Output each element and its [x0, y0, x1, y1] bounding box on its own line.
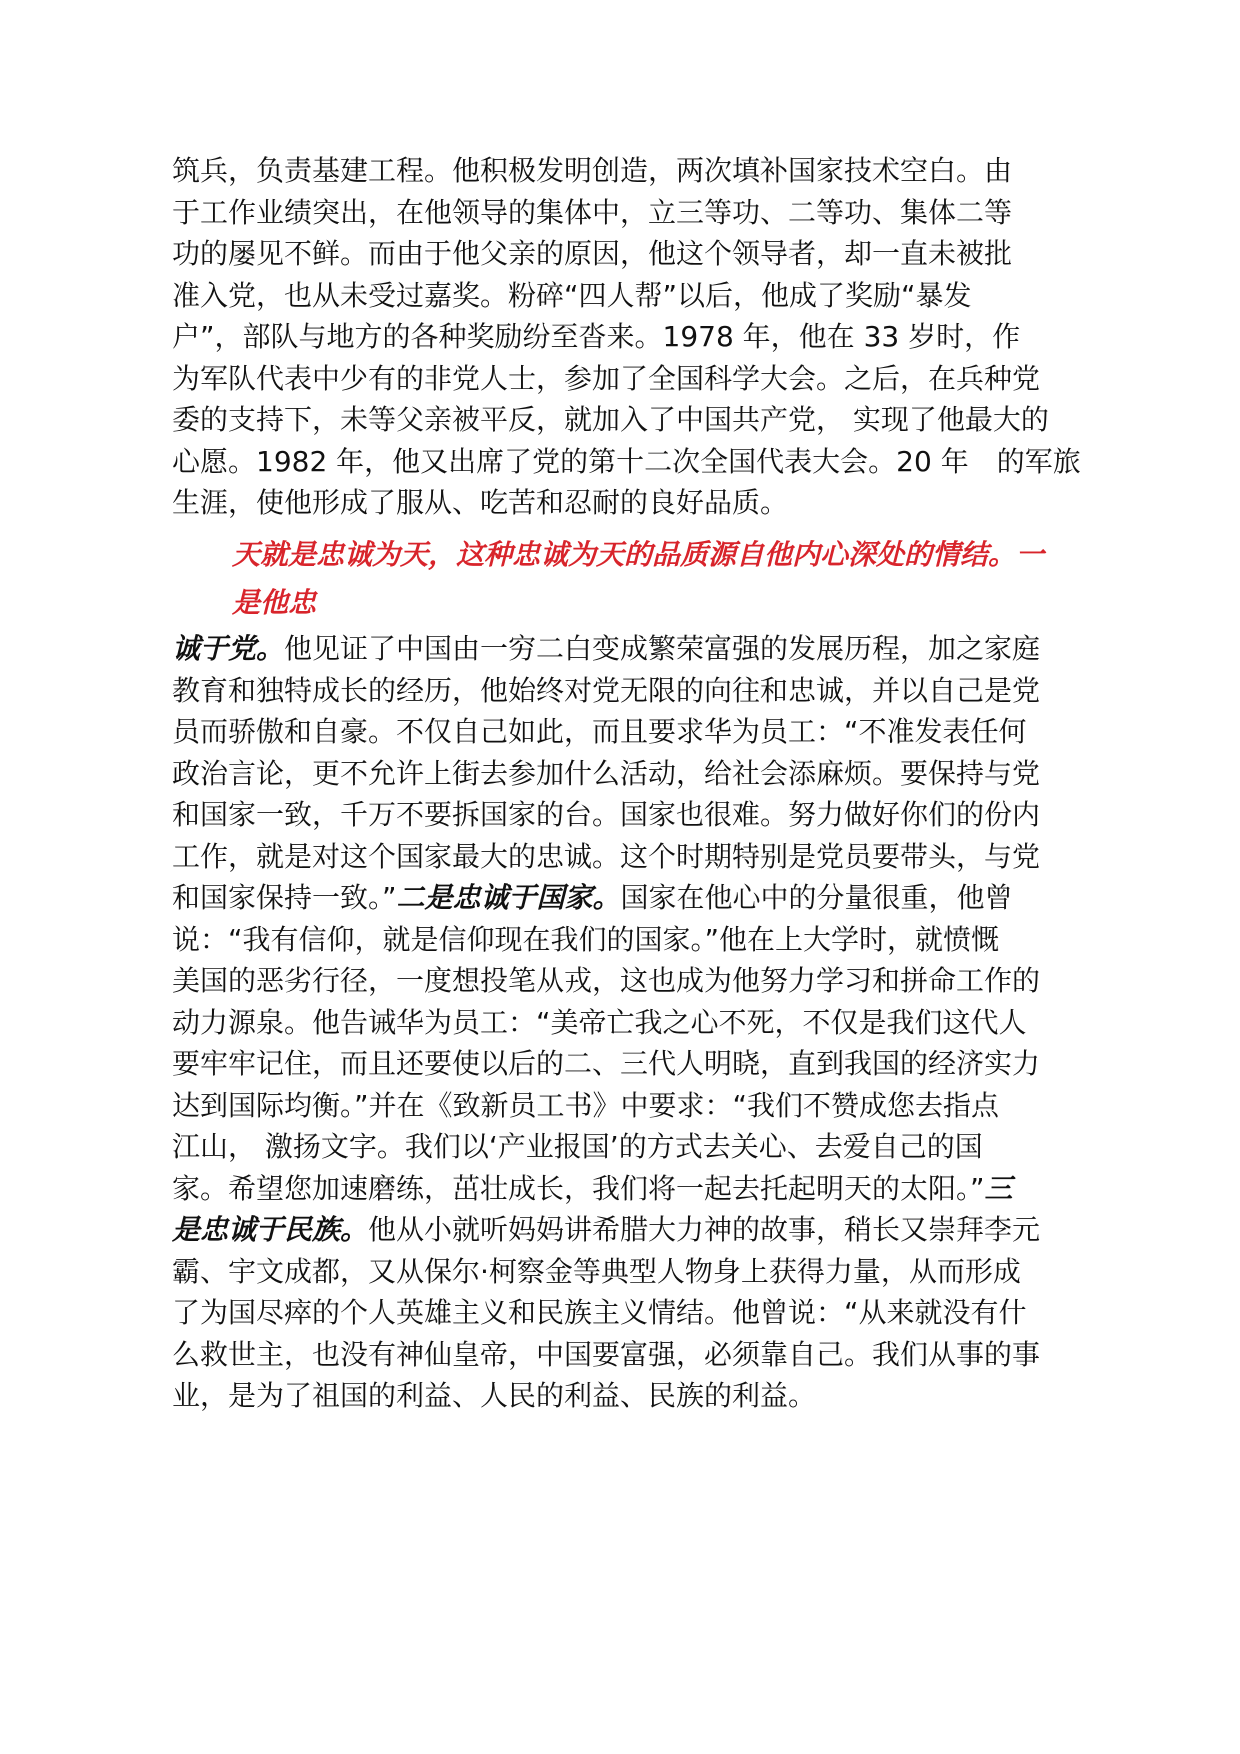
text-line: 霸、宇文成都，又从保尔·柯察金等典型人物身上获得力量，从而形成 — [172, 1254, 1021, 1288]
text-line: 业，是为了祖国的利益、人民的利益、民族的利益。 — [172, 1379, 817, 1412]
text-line: 要牢牢记住，而且还要使以后的二、三代人明晓，直到我国的经济实力 — [172, 1047, 1041, 1080]
text-run: 和国家保持一致。” — [172, 881, 397, 914]
paragraph-loyalty — [172, 628, 1084, 1417]
text-line: 生涯，使他形成了服从、吃苦和忍耐的良好品质。 — [172, 486, 789, 519]
text-run: 他从小就听妈妈讲希腊大力神的故事，稍长又崇拜李元 — [368, 1213, 1041, 1246]
subheading-nation: 是忠诚于民族。 — [172, 1213, 369, 1246]
text-line: 心愿。1982 年，他又出席了党的第十二次全国代表大会。20 年 的军旅 — [172, 444, 1081, 478]
text-line: 功的屡见不鲜。而由于他父亲的原因，他这个领导者，却一直未被批 — [172, 237, 1013, 270]
text-line: 政治言论，更不允许上街去参加什么活动，给社会添麻烦。要保持与党 — [172, 756, 1041, 790]
text-line: 美国的恶劣行径，一度想投笔从戎，这也成为他努力学习和拼命工作的 — [172, 964, 1041, 997]
subheading-nation-start: 三 — [984, 1171, 1013, 1205]
subheading-party: 诚于党。 — [172, 632, 285, 665]
text-line — [172, 877, 1084, 919]
paragraph-military-career — [172, 150, 1084, 524]
text-line: 员而骄傲和自豪。不仅自己如此，而且要求华为员工：“不准发表任何 — [172, 715, 1027, 748]
text-run: 他见证了中国由一穷二白变成繁荣富强的发展历程，加之家庭 — [284, 632, 1041, 665]
text-line: 筑兵，负责基建工程。他积极发明创造，两次填补国家技术空白。由 — [172, 154, 1013, 187]
text-line — [172, 628, 1084, 670]
text-line: 了为国尽瘁的个人英雄主义和民族主义情结。他曾说：“从来就没有什 — [172, 1296, 1027, 1329]
text-line: 准入党，也从未受过嘉奖。粉碎“四人帮”以后，他成了奖励“暴发 — [172, 278, 972, 312]
heading-line-red: 天就是忠诚为天，这种忠诚为天的品质源自他内心深处的情结。一 — [232, 538, 1045, 571]
text-run: 国家在他心中的分量很重，他曾 — [620, 881, 1013, 914]
heading-line-red: 是他忠 — [232, 586, 317, 619]
text-line: 于工作业绩突出，在他领导的集体中，立三等功、二等功、集体二等 — [172, 195, 1013, 229]
text-line: 工作，就是对这个国家最大的忠诚。这个时期特别是党员要带头，与党 — [172, 839, 1041, 873]
subheading-country: 二是忠诚于国家。 — [396, 881, 621, 914]
text-line: 户”，部队与地方的各种奖励纷至沓来。1978 年，他在 33 岁时，作 — [172, 320, 1021, 353]
text-line: 委的支持下，未等父亲被平反，就加入了中国共产党， 实现了他最大的 — [172, 403, 1049, 436]
text-line: 说：“我有信仰，就是信仰现在我们的国家。”他在上大学时，就愤慨 — [172, 922, 1000, 956]
text-line: 达到国际均衡。”并在《致新员工书》中要求：“我们不赞成您去指点 — [172, 1088, 1000, 1122]
text-line — [172, 1168, 1084, 1210]
text-line: 江山， 激扬文字。我们以‘产业报国’的方式去关心、去爱自己的国 — [172, 1130, 983, 1163]
text-line: 动力源泉。他告诫华为员工：“美帝亡我之心不死，不仅是我们这代人 — [172, 1005, 1027, 1039]
text-line: 和国家一致，千万不要拆国家的台。国家也很难。努力做好你们的份内 — [172, 798, 1041, 831]
text-run: 家。希望您加速磨练，茁壮成长，我们将一起去托起明天的太阳。” — [172, 1171, 985, 1205]
section-heading — [172, 531, 1084, 627]
text-line: 为军队代表中少有的非党人士，参加了全国科学大会。之后，在兵种党 — [172, 361, 1041, 395]
text-line: 么救世主，也没有神仙皇帝，中国要富强，必须靠自己。我们从事的事 — [172, 1337, 1041, 1371]
text-line — [172, 1209, 1084, 1251]
text-line: 教育和独特成长的经历，他始终对党无限的向往和忠诚，并以自己是党 — [172, 673, 1041, 707]
